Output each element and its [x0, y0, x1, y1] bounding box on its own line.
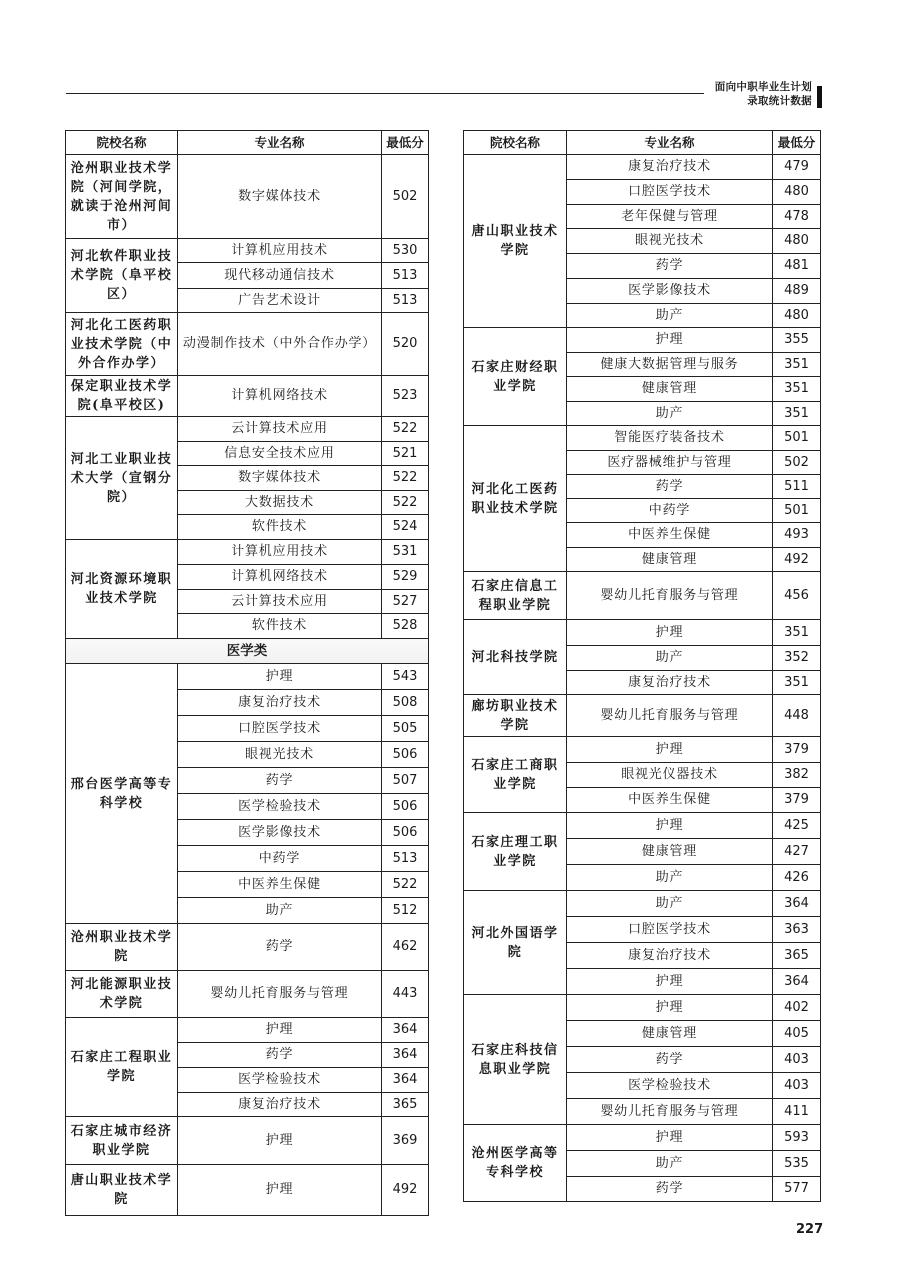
school-name-cell: 保定职业技术学院(阜平校区) [66, 376, 178, 417]
major-name-cell: 助产 [567, 646, 773, 671]
min-score-cell: 456 [773, 572, 821, 620]
table-row [464, 328, 821, 353]
major-name-cell: 婴幼儿托育服务与管理 [567, 572, 773, 620]
table-row [66, 1165, 429, 1216]
min-score-cell: 352 [773, 646, 821, 671]
table-row [464, 995, 821, 1021]
table-row [464, 891, 821, 917]
school-name-cell: 唐山职业技术学院 [464, 155, 567, 328]
table-row [464, 572, 821, 620]
school-name-cell: 河北资源环境职业技术学院 [66, 540, 178, 639]
table-row [464, 695, 821, 737]
table-row [464, 1125, 821, 1151]
major-name-cell: 婴幼儿托育服务与管理 [567, 1099, 773, 1125]
school-name-cell: 沧州医学高等专科学校 [464, 1125, 567, 1202]
min-score-cell: 443 [382, 971, 429, 1018]
major-name-cell: 健康管理 [567, 839, 773, 865]
table-row [66, 155, 429, 239]
school-name-cell: 廊坊职业技术学院 [464, 695, 567, 737]
min-score-cell: 351 [773, 402, 821, 426]
min-score-cell: 405 [773, 1021, 821, 1047]
major-name-cell: 计算机应用技术 [178, 239, 382, 263]
school-name-cell: 河北化工医药职业技术学院 [464, 426, 567, 572]
header-line-2: 录取统计数据 [747, 95, 812, 107]
major-name-cell: 计算机网络技术 [178, 565, 382, 590]
min-score-cell: 513 [382, 846, 429, 872]
min-score-cell: 489 [773, 279, 821, 304]
major-name-cell: 助产 [567, 891, 773, 917]
min-score-cell: 492 [382, 1165, 429, 1216]
min-score-cell: 522 [382, 872, 429, 898]
major-name-cell: 眼视光仪器技术 [567, 763, 773, 788]
major-name-cell: 眼视光技术 [567, 229, 773, 254]
major-name-cell: 药学 [567, 254, 773, 279]
major-name-cell: 护理 [178, 664, 382, 690]
right-admission-table [463, 130, 821, 1202]
min-score-cell: 522 [382, 466, 429, 491]
min-score-cell: 511 [773, 475, 821, 499]
major-name-cell: 护理 [567, 1125, 773, 1151]
major-name-cell: 计算机网络技术 [178, 376, 382, 417]
school-name-cell: 邢台医学高等专科学校 [66, 664, 178, 924]
column-header-major: 专业名称 [567, 131, 773, 155]
min-score-cell: 522 [382, 417, 429, 442]
major-name-cell: 助产 [567, 865, 773, 891]
major-name-cell: 康复治疗技术 [567, 155, 773, 180]
major-name-cell: 动漫制作技术（中外合作办学） [178, 313, 382, 376]
table-row [66, 540, 429, 565]
min-score-cell: 593 [773, 1125, 821, 1151]
major-name-cell: 健康大数据管理与服务 [567, 353, 773, 377]
major-name-cell: 护理 [567, 969, 773, 995]
school-name-cell: 石家庄科技信息职业学院 [464, 995, 567, 1125]
major-name-cell: 康复治疗技术 [567, 943, 773, 969]
major-name-cell: 中医养生保健 [567, 788, 773, 813]
school-name-cell: 石家庄财经职业学院 [464, 328, 567, 426]
min-score-cell: 448 [773, 695, 821, 737]
min-score-cell: 521 [382, 442, 429, 466]
min-score-cell: 506 [382, 794, 429, 820]
min-score-cell: 492 [773, 548, 821, 572]
table-row [464, 813, 821, 839]
table-row [66, 1018, 429, 1043]
major-name-cell: 大数据技术 [178, 491, 382, 515]
major-name-cell: 康复治疗技术 [567, 671, 773, 695]
table-row [66, 313, 429, 376]
major-name-cell: 医疗器械维护与管理 [567, 451, 773, 475]
min-score-cell: 351 [773, 671, 821, 695]
min-score-cell: 530 [382, 239, 429, 263]
major-name-cell: 药学 [178, 1043, 382, 1068]
major-name-cell: 数字媒体技术 [178, 155, 382, 239]
major-name-cell: 药学 [567, 1177, 773, 1202]
table-header-row [66, 131, 429, 155]
major-name-cell: 药学 [178, 924, 382, 971]
min-score-cell: 365 [773, 943, 821, 969]
major-name-cell: 云计算技术应用 [178, 417, 382, 442]
min-score-cell: 403 [773, 1073, 821, 1099]
min-score-cell: 531 [382, 540, 429, 565]
major-name-cell: 药学 [567, 475, 773, 499]
major-name-cell: 口腔医学技术 [178, 716, 382, 742]
min-score-cell: 369 [382, 1117, 429, 1165]
major-name-cell: 护理 [567, 813, 773, 839]
school-name-cell: 河北软件职业技术学院（阜平校区） [66, 239, 178, 313]
major-name-cell: 计算机应用技术 [178, 540, 382, 565]
header-line-1: 面向中职毕业生计划 [714, 81, 812, 93]
school-name-cell: 唐山职业技术学院 [66, 1165, 178, 1216]
school-name-cell: 河北能源职业技术学院 [66, 971, 178, 1018]
major-name-cell: 护理 [178, 1018, 382, 1043]
min-score-cell: 351 [773, 377, 821, 402]
min-score-cell: 364 [773, 891, 821, 917]
min-score-cell: 508 [382, 690, 429, 716]
min-score-cell: 379 [773, 788, 821, 813]
major-name-cell: 助产 [567, 402, 773, 426]
min-score-cell: 480 [773, 180, 821, 205]
min-score-cell: 493 [773, 523, 821, 548]
column-header-major: 专业名称 [178, 131, 382, 155]
min-score-cell: 506 [382, 820, 429, 846]
category-label: 医学类 [66, 639, 429, 664]
min-score-cell: 480 [773, 304, 821, 328]
school-name-cell: 石家庄城市经济职业学院 [66, 1117, 178, 1165]
column-header-score: 最低分 [382, 131, 429, 155]
major-name-cell: 护理 [567, 737, 773, 763]
min-score-cell: 502 [773, 451, 821, 475]
table-row [66, 376, 429, 417]
major-name-cell: 助产 [567, 1151, 773, 1177]
min-score-cell: 364 [773, 969, 821, 995]
major-name-cell: 眼视光技术 [178, 742, 382, 768]
min-score-cell: 481 [773, 254, 821, 279]
school-name-cell: 沧州职业技术学院（河间学院，就读于沧州河间市） [66, 155, 178, 239]
min-score-cell: 527 [382, 590, 429, 614]
min-score-cell: 507 [382, 768, 429, 794]
major-name-cell: 云计算技术应用 [178, 590, 382, 614]
major-name-cell: 医学影像技术 [567, 279, 773, 304]
major-name-cell: 数字媒体技术 [178, 466, 382, 491]
major-name-cell: 医学影像技术 [178, 820, 382, 846]
min-score-cell: 364 [382, 1043, 429, 1068]
school-name-cell: 石家庄信息工程职业学院 [464, 572, 567, 620]
min-score-cell: 479 [773, 155, 821, 180]
column-header-school: 院校名称 [66, 131, 178, 155]
min-score-cell: 513 [382, 289, 429, 313]
min-score-cell: 512 [382, 898, 429, 924]
min-score-cell: 505 [382, 716, 429, 742]
major-name-cell: 老年保健与管理 [567, 205, 773, 229]
major-name-cell: 药学 [567, 1047, 773, 1073]
min-score-cell: 351 [773, 353, 821, 377]
min-score-cell: 528 [382, 614, 429, 639]
table-row [464, 620, 821, 646]
school-name-cell: 石家庄工程职业学院 [66, 1018, 178, 1117]
min-score-cell: 478 [773, 205, 821, 229]
major-name-cell: 软件技术 [178, 614, 382, 639]
major-name-cell: 助产 [178, 898, 382, 924]
min-score-cell: 502 [382, 155, 429, 239]
school-name-cell: 石家庄理工职业学院 [464, 813, 567, 891]
major-name-cell: 护理 [178, 1165, 382, 1216]
major-name-cell: 婴幼儿托育服务与管理 [567, 695, 773, 737]
running-header [715, 80, 812, 108]
major-name-cell: 康复治疗技术 [178, 1093, 382, 1117]
min-score-cell: 501 [773, 426, 821, 451]
min-score-cell: 524 [382, 515, 429, 540]
major-name-cell: 中医养生保健 [567, 523, 773, 548]
min-score-cell: 364 [382, 1068, 429, 1093]
min-score-cell: 522 [382, 491, 429, 515]
min-score-cell: 501 [773, 499, 821, 523]
table-row [66, 1117, 429, 1165]
school-name-cell: 河北外国语学院 [464, 891, 567, 995]
min-score-cell: 426 [773, 865, 821, 891]
school-name-cell: 石家庄工商职业学院 [464, 737, 567, 813]
major-name-cell: 中药学 [567, 499, 773, 523]
major-name-cell: 中医养生保健 [178, 872, 382, 898]
major-name-cell: 口腔医学技术 [567, 180, 773, 205]
major-name-cell: 信息安全技术应用 [178, 442, 382, 466]
min-score-cell: 506 [382, 742, 429, 768]
page-number: 227 [796, 1222, 824, 1237]
min-score-cell: 529 [382, 565, 429, 590]
header-rule [66, 93, 704, 94]
min-score-cell: 379 [773, 737, 821, 763]
major-name-cell: 医学检验技术 [178, 794, 382, 820]
major-name-cell: 婴幼儿托育服务与管理 [178, 971, 382, 1018]
major-name-cell: 康复治疗技术 [178, 690, 382, 716]
min-score-cell: 365 [382, 1093, 429, 1117]
min-score-cell: 382 [773, 763, 821, 788]
major-name-cell: 助产 [567, 304, 773, 328]
major-name-cell: 软件技术 [178, 515, 382, 540]
major-name-cell: 药学 [178, 768, 382, 794]
min-score-cell: 523 [382, 376, 429, 417]
min-score-cell: 513 [382, 263, 429, 289]
school-name-cell: 河北化工医药职业技术学院（中外合作办学） [66, 313, 178, 376]
table-row [66, 239, 429, 263]
major-name-cell: 口腔医学技术 [567, 917, 773, 943]
major-name-cell: 护理 [567, 995, 773, 1021]
school-name-cell: 沧州职业技术学院 [66, 924, 178, 971]
table-row [66, 971, 429, 1018]
table-row [464, 155, 821, 180]
min-score-cell: 411 [773, 1099, 821, 1125]
min-score-cell: 543 [382, 664, 429, 690]
min-score-cell: 403 [773, 1047, 821, 1073]
major-name-cell: 医学检验技术 [178, 1068, 382, 1093]
left-admission-table [65, 130, 429, 1216]
table-header-row [464, 131, 821, 155]
major-name-cell: 护理 [178, 1117, 382, 1165]
min-score-cell: 351 [773, 620, 821, 646]
min-score-cell: 480 [773, 229, 821, 254]
table-row [66, 417, 429, 442]
min-score-cell: 355 [773, 328, 821, 353]
column-header-score: 最低分 [773, 131, 821, 155]
major-name-cell: 智能医疗装备技术 [567, 426, 773, 451]
min-score-cell: 535 [773, 1151, 821, 1177]
table-row [464, 737, 821, 763]
column-header-school: 院校名称 [464, 131, 567, 155]
min-score-cell: 425 [773, 813, 821, 839]
min-score-cell: 427 [773, 839, 821, 865]
school-name-cell: 河北工业职业技术大学（宣钢分院） [66, 417, 178, 540]
major-name-cell: 护理 [567, 328, 773, 353]
min-score-cell: 520 [382, 313, 429, 376]
table-row [66, 924, 429, 971]
min-score-cell: 402 [773, 995, 821, 1021]
major-name-cell: 医学检验技术 [567, 1073, 773, 1099]
min-score-cell: 364 [382, 1018, 429, 1043]
header-marker-bar [817, 86, 822, 108]
table-row [464, 426, 821, 451]
major-name-cell: 中药学 [178, 846, 382, 872]
school-name-cell: 河北科技学院 [464, 620, 567, 695]
min-score-cell: 363 [773, 917, 821, 943]
min-score-cell: 577 [773, 1177, 821, 1202]
major-name-cell: 护理 [567, 620, 773, 646]
min-score-cell: 462 [382, 924, 429, 971]
category-row [66, 639, 429, 664]
major-name-cell: 现代移动通信技术 [178, 263, 382, 289]
major-name-cell: 广告艺术设计 [178, 289, 382, 313]
major-name-cell: 健康管理 [567, 377, 773, 402]
major-name-cell: 健康管理 [567, 548, 773, 572]
table-row [66, 664, 429, 690]
major-name-cell: 健康管理 [567, 1021, 773, 1047]
